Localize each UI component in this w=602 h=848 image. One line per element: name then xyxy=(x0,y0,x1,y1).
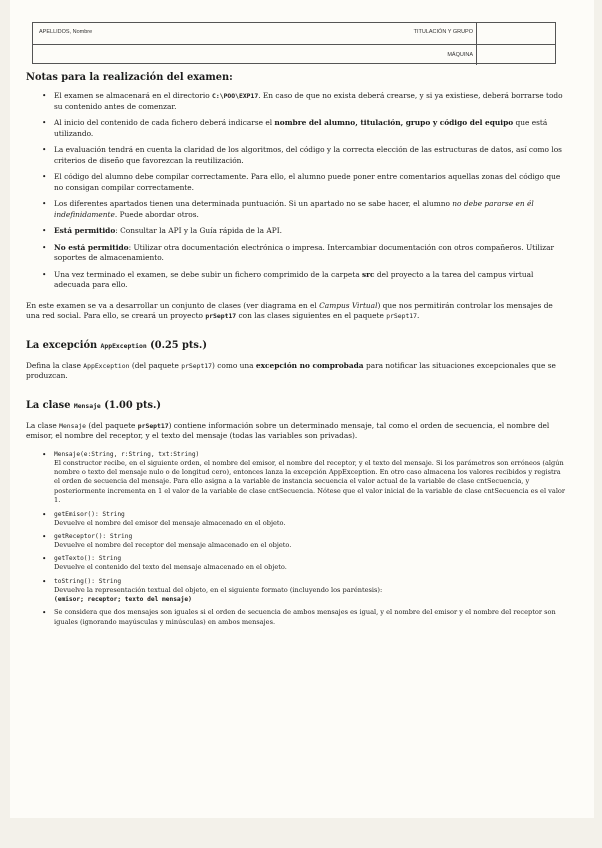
maquina-label: MÁQUINA xyxy=(447,52,473,58)
titulacion-label: TITULACIÓN Y GRUPO xyxy=(413,29,473,35)
document-body xyxy=(26,72,568,627)
method-description: El constructor recibe, en el siguiente orden, el nombre del emisor, el nombre del receptor, y el texto del mensaje. Si los parámetros son erróneos (algún nombre o texto del mensaje nulo o de longitud cero), entonces lanza la excepción AppException. En otro caso almacena los valores recibidos y registra el orden de secuencia del mensaje. Para ello asigna a la variable de instancia secuencia el valor actual de la variable de clase cntSecuencia, y posteriormente incrementa en 1 el valor de la variable de clase cntSecuencia. Nótese que el valor inicial de la variable de clase cntSecuencia es el valor 1. xyxy=(54,458,566,505)
mensaje-methods-list xyxy=(32,450,568,627)
method-item xyxy=(32,450,568,506)
notes-title: Notas para la realización del examen: xyxy=(26,72,233,83)
method-description: Devuelve el contenido del texto del mensaje almacenado en el objeto. xyxy=(54,563,287,572)
exam-page xyxy=(10,0,594,818)
student-header-table xyxy=(32,22,556,64)
section-appexception-body: Defina la clase AppException (del paquete prSept17) como una excepción no comprobada para notificar las situaciones excepcionales que se produzcan. xyxy=(26,360,556,380)
note-item: • Al inicio del contenido de cada fichero deberá indicarse el nombre del alumno, titulación, grupo y código del equipo que está utilizando. xyxy=(32,118,568,139)
method-description: Devuelve el nombre del emisor del mensaje almacenado en el objeto. xyxy=(54,518,286,527)
method-item xyxy=(32,577,568,604)
titulacion-field[interactable] xyxy=(476,23,555,44)
method-signature: • getReceptor(): String xyxy=(54,532,133,540)
method-description: Devuelve el nombre del receptor del mensaje almacenado en el objeto. xyxy=(54,540,292,549)
note-item: • No está permitido: Utilizar otra documentación electrónica o impresa. Intercambiar documentación con otros compañeros. Utilizar soportes de almacenamiento. xyxy=(32,243,568,264)
method-item xyxy=(32,608,568,627)
method-description: Devuelve la representación textual del objeto, en el siguiente formato (incluyendo los paréntesis): xyxy=(54,585,383,594)
note-item: • La evaluación tendrá en cuenta la claridad de los algoritmos, del código y la correcta elección de las estructuras de datos, así como los criterios de diseño que favorezcan la reutilización. xyxy=(32,145,568,166)
method-signature: • Mensaje(e:String, r:String, txt:String) xyxy=(54,450,200,458)
note-item: • Una vez terminado el examen, se debe subir un fichero comprimido de la carpeta src del proyecto a la tarea del campus virtual adecuada para ello. xyxy=(32,270,568,291)
maquina-field[interactable] xyxy=(476,44,555,65)
note-item: • Los diferentes apartados tienen una determinada puntuación. Si un apartado no se sabe hacer, el alumno no debe pararse en él indefinidamente. Puede abordar otros. xyxy=(32,199,568,220)
method-signature: • toString(): String xyxy=(54,577,122,585)
equality-note: • Se considera que dos mensajes son iguales si el orden de secuencia de ambos mensajes es igual, y el nombre del emisor y el nombre del receptor son iguales (ignorando mayúsculas y minúsculas) en ambos mensajes. xyxy=(54,608,556,626)
intro-paragraph: En este examen se va a desarrollar un conjunto de clases (ver diagrama en el Campus Virtual) que nos permitirán controlar los mensajes de una red social. Para ello, se creará un proyecto prSept17 con las clases siguientes en el paquete prSept17. xyxy=(26,300,553,320)
method-item xyxy=(32,532,568,550)
section-mensaje-title: La clase Mensaje (1.00 pts.) xyxy=(26,399,162,411)
method-item xyxy=(32,554,568,572)
method-signature: • getTexto(): String xyxy=(54,555,122,563)
note-item: • El código del alumno debe compilar correctamente. Para ello, el alumno puede poner entre comentarios aquellas zonas del código que no consigan compilar correctamente. xyxy=(32,172,568,193)
section-appexception-title: La excepción AppException (0.25 pts.) xyxy=(26,339,207,351)
note-item: • El examen se almacenará en el directorio C:\POO\EXP17. En caso de que no exista deberá crearse, y si ya existiese, deberá borrarse todo su contenido antes de comenzar. xyxy=(32,91,568,112)
method-item xyxy=(32,510,568,528)
section-mensaje-body: La clase Mensaje (del paquete prSept17) contiene información sobre un determinado mensaje, tal como el orden de secuencia, el nombre del emisor, el nombre del receptor, y el texto del mensaje (todas las variables son privadas). xyxy=(26,420,550,440)
note-item: • Está permitido: Consultar la API y la Guía rápida de la API. xyxy=(32,226,568,237)
tostring-format: (emisor; receptor; texto del mensaje) xyxy=(54,596,192,604)
method-signature: • getEmisor(): String xyxy=(54,510,125,518)
notes-list xyxy=(32,91,568,291)
name-label: APELLIDOS, Nombre xyxy=(39,29,93,35)
